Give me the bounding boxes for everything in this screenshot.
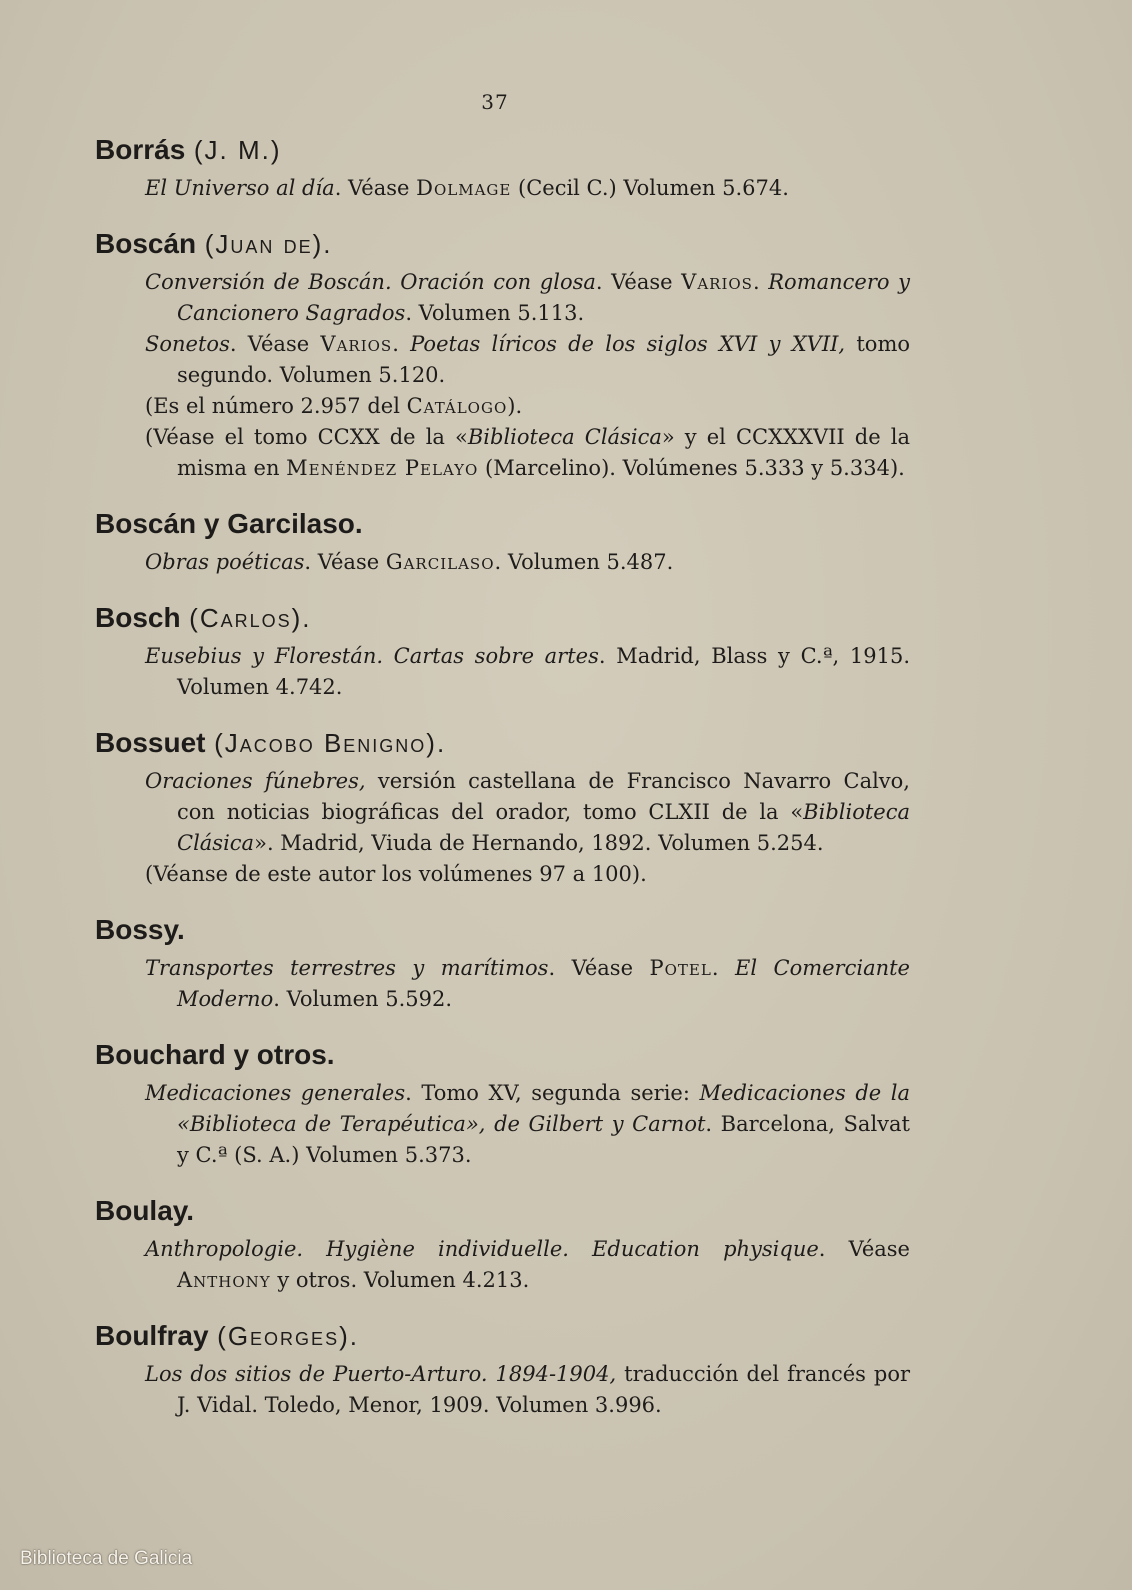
text-segment: traducción del francés por J. Vidal. Toledo, Menor, 1909. Volumen 3.996. — [177, 1362, 911, 1417]
entry-text — [95, 391, 910, 422]
entry-text — [95, 859, 910, 890]
title-text: Obras poéticas — [145, 550, 305, 574]
entry-text — [95, 953, 910, 1015]
entry-heading — [95, 598, 910, 639]
catalog-entry — [95, 224, 910, 484]
author-name: Bosch — [95, 602, 181, 633]
entry-heading — [95, 910, 910, 951]
entry-heading — [95, 224, 910, 265]
entry-text — [95, 1234, 910, 1296]
entry-text — [95, 422, 910, 484]
title-text: Biblioteca Clásica — [177, 800, 910, 855]
text-segment: . Volumen 5.487. — [494, 550, 674, 574]
text-segment: ). — [507, 394, 523, 418]
text-segment: . Véase — [304, 550, 386, 574]
entry-text — [95, 267, 910, 329]
author-qualifier: (Carlos). — [189, 603, 312, 633]
text-segment: . Volumen 5.113. — [405, 301, 585, 325]
title-text: Conversión de Boscán. Oración con glosa — [145, 270, 596, 294]
text-segment: tomo segundo. Volumen 5.120. — [177, 332, 910, 387]
text-segment: . Tomo XV, segunda serie: — [405, 1081, 700, 1105]
title-text: Romancero y Cancionero Sagrados — [177, 270, 910, 325]
reference-name: Potel — [649, 956, 712, 980]
author-name: Boulfray — [95, 1320, 209, 1351]
title-text: Medicaciones generales — [145, 1081, 406, 1105]
author-name: Bossuet — [95, 727, 206, 758]
entry-text — [95, 173, 910, 204]
title-text: Medicaciones de la «Biblioteca de Terapéutica», de Gilbert y Carnot — [177, 1081, 911, 1136]
reference-name: Dolmage — [416, 176, 512, 200]
text-segment: (Cecil C.) Volumen 5.674. — [511, 176, 789, 200]
reference-name: Catálogo — [406, 394, 508, 418]
author-name: Bouchard y otros. — [95, 1039, 335, 1070]
author-qualifier: (J. M.) — [193, 135, 282, 165]
text-segment: versión castellana de Francisco Navarro Calvo, con noticias biográficas del orador, tomo CLXII de la « — [177, 769, 910, 824]
author-qualifier: (Juan de). — [204, 229, 333, 259]
text-segment: . Véase — [334, 176, 417, 200]
text-segment: ». Madrid, Viuda de Hernando, 1892. Volumen 5.254. — [254, 831, 824, 855]
title-text: Transportes terrestres y marítimos — [145, 956, 549, 980]
title-text: Biblioteca Clásica — [467, 425, 662, 449]
entry-heading — [95, 1191, 910, 1232]
catalog-entry — [95, 910, 910, 1015]
catalog-entry — [95, 1035, 910, 1171]
entry-heading — [95, 130, 910, 171]
entry-text — [95, 1078, 910, 1171]
title-text: Anthropologie. Hygiène individuelle. Education physique — [145, 1237, 819, 1261]
text-segment: (Es el número 2.957 del — [145, 394, 407, 418]
catalog-entry — [95, 130, 910, 204]
text-segment: (Véase el tomo CCXX de la « — [145, 425, 468, 449]
entry-text — [95, 547, 910, 578]
author-qualifier: (Georges). — [217, 1321, 359, 1351]
reference-name: Anthony — [177, 1268, 271, 1292]
author-name: Boscán y Garcilaso. — [95, 508, 363, 539]
title-text: Eusebius y Florestán. Cartas sobre artes — [145, 644, 599, 668]
author-name: Bossy. — [95, 914, 185, 945]
catalog-entry — [95, 723, 910, 890]
title-text: El Universo al día — [145, 176, 335, 200]
text-segment: . — [752, 270, 769, 294]
author-name: Boulay. — [95, 1195, 195, 1226]
text-segment: . Véase — [595, 270, 682, 294]
text-segment: . Véase — [229, 332, 321, 356]
text-segment: . — [392, 332, 411, 356]
text-segment: . Véase — [818, 1237, 910, 1261]
entry-heading — [95, 504, 910, 545]
text-segment: . Barcelona, Salvat y C.ª (S. A.) Volumen 5.373. — [177, 1112, 910, 1167]
title-text: El Comerciante Moderno — [177, 956, 910, 1011]
text-segment: . Volumen 5.592. — [273, 987, 453, 1011]
author-qualifier: (Jacobo Benigno). — [214, 728, 447, 758]
text-segment: (Véanse de este autor los volúmenes 97 a 100). — [145, 862, 647, 886]
entry-text — [95, 329, 910, 391]
text-segment: . — [711, 956, 735, 980]
title-text: Poetas líricos de los siglos XVI y XVII, — [410, 332, 846, 356]
catalog-entry — [95, 1191, 910, 1296]
reference-name: Garcilaso — [385, 550, 495, 574]
entry-heading — [95, 1316, 910, 1357]
catalog-entry — [95, 598, 910, 703]
title-text: Los dos sitios de Puerto-Arturo. 1894-1904, — [145, 1362, 617, 1386]
library-watermark: Biblioteca de Galicia — [20, 1548, 193, 1569]
title-text: Sonetos — [145, 332, 230, 356]
reference-name: Varios — [681, 270, 753, 294]
entry-text — [95, 1359, 910, 1421]
entry-heading — [95, 1035, 910, 1076]
text-segment: . Madrid, Blass y C.ª, 1915. Volumen 4.742. — [177, 644, 910, 699]
text-segment: y otros. Volumen 4.213. — [270, 1268, 530, 1292]
entry-text — [95, 766, 910, 859]
page-number: 37 — [481, 90, 509, 114]
author-name: Boscán — [95, 228, 197, 259]
reference-name: Menéndez Pelayo — [286, 456, 479, 480]
catalog-entries — [95, 130, 910, 1441]
reference-name: Varios — [320, 332, 393, 356]
entry-text — [95, 641, 910, 703]
catalog-entry — [95, 1316, 910, 1421]
entry-heading — [95, 723, 910, 764]
catalog-entry — [95, 504, 910, 578]
text-segment: » y el CCXXXVII de la misma en — [177, 425, 910, 480]
text-segment: (Marcelino). Volúmenes 5.333 y 5.334). — [478, 456, 905, 480]
author-name: Borrás — [95, 134, 186, 165]
text-segment: . Véase — [548, 956, 650, 980]
title-text: Oraciones fúnebres, — [145, 769, 366, 793]
